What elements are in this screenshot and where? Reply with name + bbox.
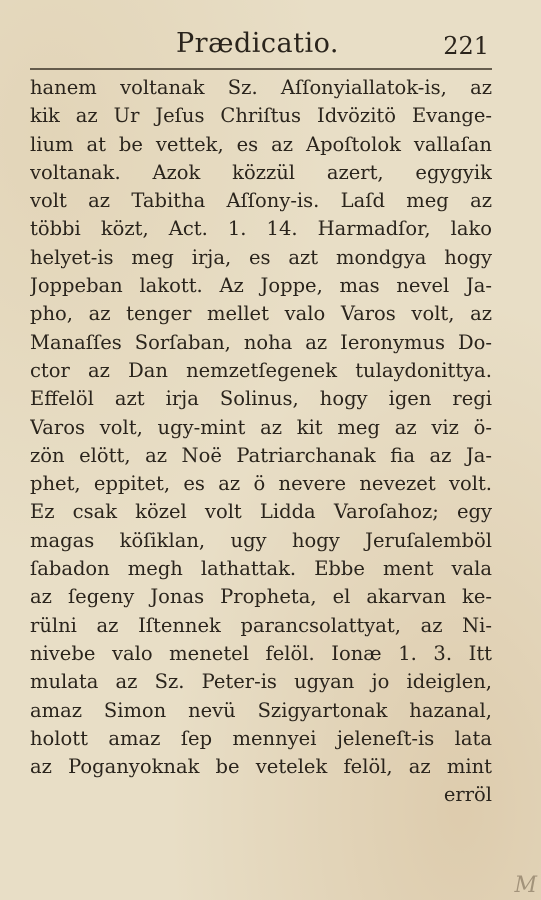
text-line: lium at be vettek, es az Apoſtolok vallaſan: [30, 132, 492, 156]
text-line: Ez csak közel volt Lidda Varoſahoz; egy: [30, 500, 492, 524]
text-line: helyet-is meg irja, es azt mondgya hogy: [30, 245, 492, 269]
text-line: pho, az tenger mellet valo Varos volt, az: [30, 302, 492, 326]
page-number: 221: [443, 32, 489, 60]
margin-note: M: [514, 873, 537, 898]
text-line: Manaſſes Sorſaban, noha az Ieronymus Do-: [30, 330, 492, 354]
text-line: amaz Simon nevü Szigyartonak hazanal,: [30, 698, 492, 722]
text-line: phet, eppitet, es az ö nevere nevezet volt.: [30, 472, 492, 496]
text-line: ſabadon megh lathattak. Ebbe ment vala: [30, 557, 492, 581]
header-rule: [30, 68, 492, 70]
body-text: [30, 74, 492, 810]
text-line: magas köſiklan, ugy hogy Jeruſalemböl: [30, 528, 492, 552]
text-line: Effelöl azt irja Solinus, hogy igen regi: [30, 387, 492, 411]
text-line: nivebe valo menetel felöl. Ionæ 1. 3. Itt: [30, 641, 492, 665]
text-line: hanem voltanak Sz. Aſſonyiallatok-is, az: [30, 76, 492, 99]
text-line: többi közt, Act. 1. 14. Harmadſor, lako: [30, 217, 492, 241]
text-line: az Poganyoknak be vetelek felöl, az mint: [30, 755, 492, 779]
page-title: Prædicatio.: [176, 28, 339, 59]
text-line: mulata az Sz. Peter-is ugyan jo ideiglen,: [30, 670, 492, 694]
text-line: voltanak. Azok közzül azert, egygyik: [30, 160, 492, 184]
text-line: Varos volt, ugy-mint az kit meg az viz ö-: [30, 415, 492, 439]
text-line: kik az Ur Jeſus Chriſtus Idvözitö Evange-: [30, 104, 492, 128]
text-line: rülni az Iſtennek parancsolattyat, az Ni-: [30, 613, 492, 637]
text-line: Joppeban lakott. Az Joppe, mas nevel Ja-: [30, 274, 492, 298]
running-head: [0, 28, 541, 64]
text-line: az ſegeny Jonas Propheta, el akarvan ke-: [30, 585, 492, 609]
text-line: zön elött, az Noë Patriarchanak fia az Ja-: [30, 443, 492, 467]
text-line: volt az Tabitha Aſſony-is. Laſd meg az: [30, 189, 492, 213]
catchword: erröl: [443, 783, 492, 807]
text-line: ctor az Dan nemzetſegenek tulaydonittya.: [30, 358, 492, 382]
text-line: holott amaz ſep mennyei jeleneſt-is lata: [30, 726, 492, 750]
